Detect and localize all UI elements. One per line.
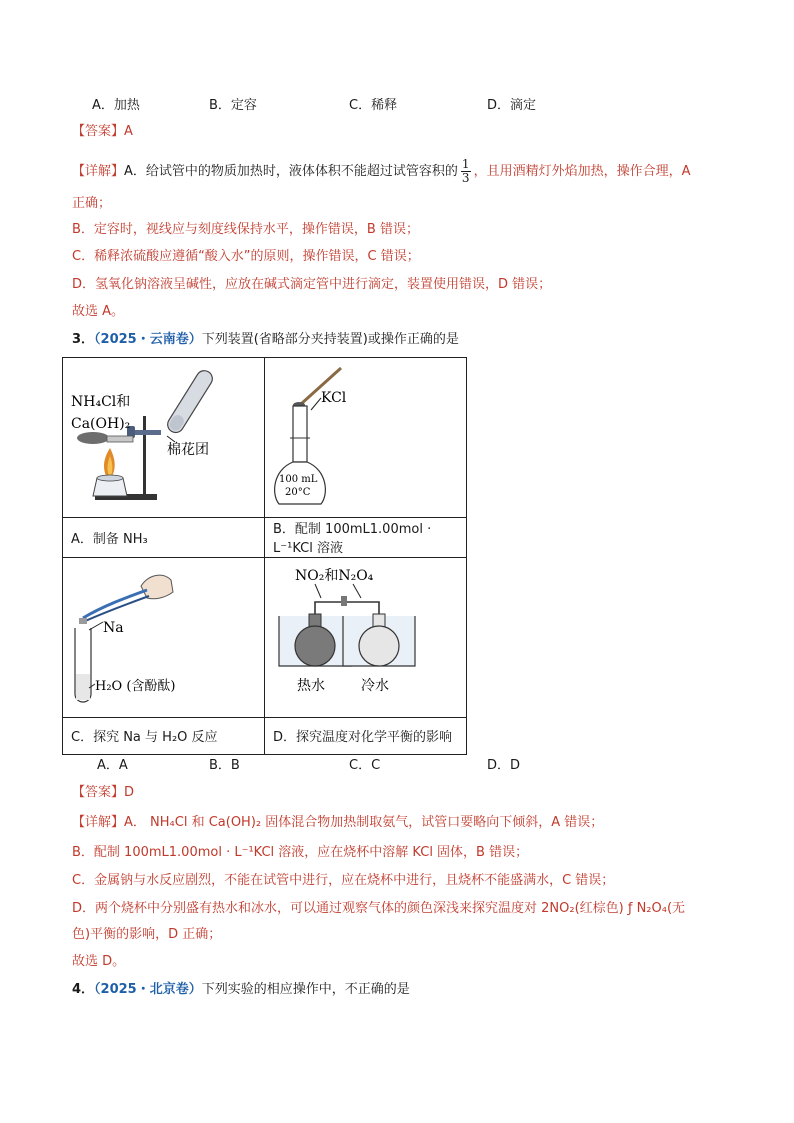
cell-d-figure: [265, 557, 467, 717]
q2-options: [92, 96, 692, 116]
volumetric-flask-figure: [265, 358, 502, 516]
q2-detail-a-post: ，且用酒精灯外焰加热，操作合理，A: [473, 164, 691, 179]
q3-option-c: C．C: [349, 758, 381, 773]
q3-detail-d2: 色)平衡的影响，D 正确；: [72, 927, 222, 942]
q2-detail-label: 【详解】: [72, 164, 125, 179]
q3-detail-c: C．金属钠与水反应剧烈，不能在试管中进行，应在烧杯中进行，且烧杯不能盛满水，C 错误；: [72, 873, 615, 888]
label-no2-n2o4: NO₂和N₂O₄: [295, 567, 374, 584]
label-caoh2: Ca(OH)₂: [71, 416, 131, 432]
q4-stem-text: 下列实验的相应操作中，不正确的是: [201, 982, 410, 997]
label-cold-water: 冷水: [361, 677, 389, 694]
cell-c-caption: C．探究 Na 与 H₂O 反应: [63, 717, 265, 754]
q2-answer: 【答案】A: [72, 124, 133, 139]
q2-detail-a-pre: A．给试管中的物质加热时，液体体积不能超过试管容积的: [124, 164, 458, 179]
q2-option-a: A．加热: [92, 98, 140, 113]
q2-detail-c: C．稀释浓硫酸应遵循“酸入水”的原则，操作错误，C 错误；: [72, 249, 420, 264]
q3-options: [92, 756, 692, 776]
q3-option-a: A．A: [97, 758, 128, 773]
q4-stem: [72, 980, 410, 1000]
label-na: Na: [103, 619, 124, 636]
label-cotton: 棉花团: [167, 442, 209, 458]
q3-detail-b: B．配制 100mL1.00mol · L⁻¹KCl 溶液，应在烧杯中溶解 KCl 固体，B 错误；: [72, 845, 529, 860]
q3-figure-table: [62, 357, 467, 755]
cell-a-caption: A．制备 NH₃: [63, 518, 265, 557]
sodium-water-figure: [63, 558, 231, 716]
q2-detail-d: D．氢氧化钠溶液呈碱性，应放在碱式滴定管中进行滴定，装置使用错误，D 错误；: [72, 277, 552, 292]
label-nh4cl: NH₄Cl和: [71, 394, 131, 410]
q3-option-b: B．B: [209, 758, 240, 773]
ammonia-apparatus-figure: [63, 358, 231, 516]
q3-option-d: D．D: [487, 758, 521, 773]
q2-option-c: C．稀释: [349, 98, 398, 113]
fraction-one-third: $\frac{1}{3}$: [461, 157, 470, 185]
q2-detail-a-cont: 正确；: [72, 196, 112, 211]
flask-volume: 100 mL: [279, 474, 318, 485]
q3-detail-a: [72, 813, 603, 833]
q3-conclusion: 故选 D。: [72, 954, 126, 969]
label-water-phenolphthalein: H₂O (含酚酞): [95, 678, 176, 694]
q2-detail-a: [72, 158, 690, 185]
q3-detail-label: 【详解】: [72, 815, 125, 830]
cell-a-figure: [63, 358, 265, 518]
q3-stem-text: 下列装置(省略部分夹持装置)或操作正确的是: [201, 332, 459, 347]
q2-conclusion: 故选 A。: [72, 304, 125, 319]
flask-temp: 20°C: [285, 487, 311, 498]
q2-option-b: B．定容: [209, 98, 257, 113]
cell-b-figure: [265, 358, 467, 518]
label-kcl: KCl: [321, 390, 347, 406]
q3-detail-d1: D．两个烧杯中分别盛有热水和冰水，可以通过观察气体的颜色深浅来探究温度对 2NO₂(红棕色) ƒ N₂O₄(无: [72, 901, 686, 916]
q2-detail-b: B．定容时，视线应与刻度线保持水平，操作错误，B 错误；: [72, 222, 419, 237]
no2-equilibrium-figure: [265, 558, 502, 716]
q3-detail-a-text: A． NH₄Cl 和 Ca(OH)₂ 固体混合物加热制取氨气，试管口要略向下倾斜，A 错误；: [124, 815, 604, 830]
q3-stem: [72, 330, 459, 350]
cell-b-caption: B．配制 100mL1.00mol · L⁻¹KCl 溶液: [265, 518, 467, 557]
q3-answer: 【答案】D: [72, 785, 135, 800]
q4-source: （2025・北京卷）: [94, 982, 202, 997]
q3-source: （2025・云南卷）: [94, 332, 202, 347]
label-hot-water: 热水: [297, 677, 325, 694]
q2-option-d: D．滴定: [487, 98, 537, 113]
cell-d-caption: D．探究温度对化学平衡的影响: [265, 717, 467, 754]
q4-number: 4．: [72, 982, 95, 997]
cell-c-figure: [63, 557, 265, 717]
q3-number: 3．: [72, 332, 95, 347]
